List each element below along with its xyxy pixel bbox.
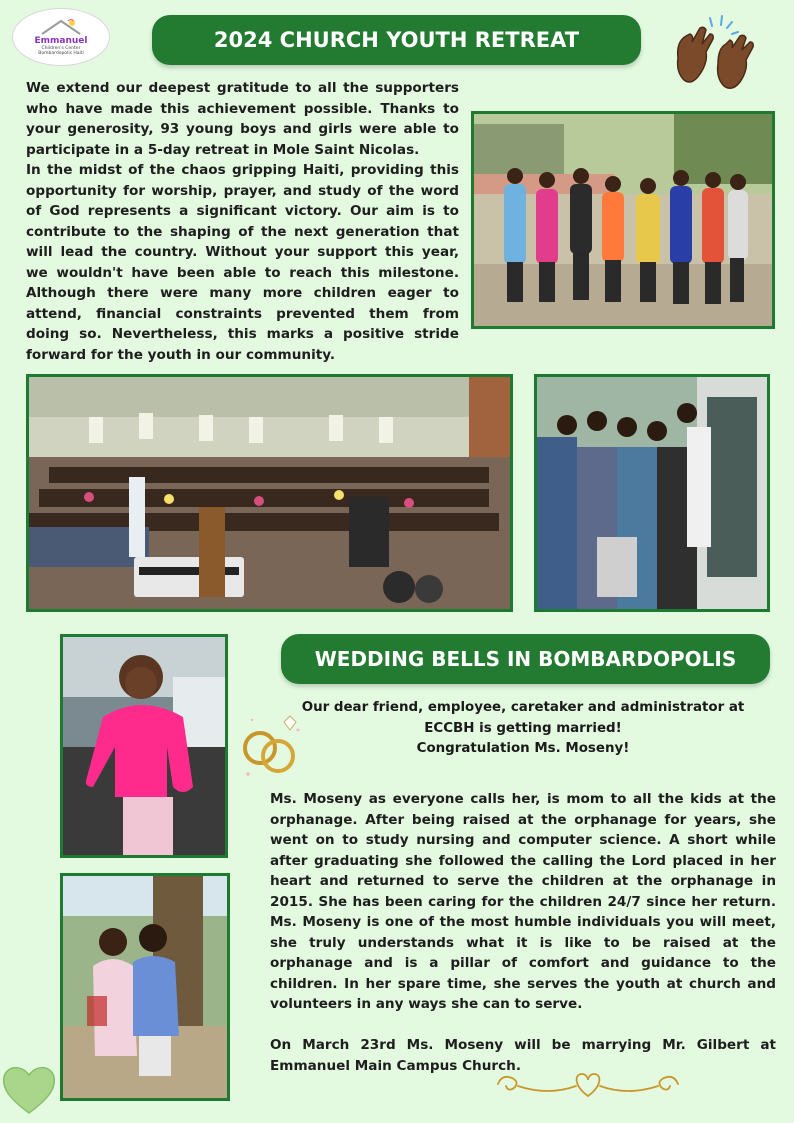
heart-swirl-divider-icon [488,1066,688,1102]
moseny-with-child-photo [60,873,230,1101]
retreat-text [26,78,459,365]
youth-boarding-bus-photo [534,374,770,612]
announcement-line-2: Congratulation Ms. Moseny! [416,741,630,756]
heart-icon [0,1061,58,1117]
logo-subtitle-2: Bombardopolis Haiti [38,51,84,56]
wedding-paragraph-2: On March 23rd Ms. Moseny will be marrying Mr. Gilbert at Emmanuel Main Campus Church. [270,1037,776,1074]
moseny-portrait-photo [60,634,228,858]
retreat-title: 2024 CHURCH YOUTH RETREAT [152,15,641,65]
wedding-paragraph-1: Ms. Moseny as everyone calls her, is mom to all the kids at the orphanage. After being raised at the orphanage for years, she went on to study nursing and computer science. A short while after graduating she followed the calling the Lord placed in her heart and returned to serve the children at the orphanage in 2015. She has been caring for the children 24/7 since her return. Ms. Moseny is one of the most humble individuals you will meet, she truly understands what it is like to be raised at the orphanage and is a pillar of comfort and guidance to the children. In her spare time, she serves the youth at church and volunteers in any ways she can to serve. [270,791,776,1012]
announcement-line-1: Our dear friend, employee, caretaker and administrator at ECCBH is getting married! [301,700,745,736]
wedding-announcement [283,698,763,760]
retreat-paragraph-2: In the midst of the chaos gripping Haiti, providing this opportunity for worship, prayer, and study of the word of God represents a significant victory. Our aim is to contribute to the shaping of the next generation that will lead the country. Without your support this year, we wouldn't have been able to reach this milestone. Although there were many more children eager to attend, financial constraints prevented them from doing so. Nevertheless, this marks a positive stride forward for the youth in our community. [26,162,459,363]
organization-logo [12,8,110,66]
house-logo-icon [38,18,84,36]
youth-group-photo [471,111,775,329]
clapping-hands-icon [670,14,760,96]
church-congregation-photo [26,374,513,612]
logo-name: Emmanuel [34,36,88,46]
logo-subtitle-1: Children's Center [41,46,81,51]
wedding-story [270,789,776,1076]
retreat-paragraph-1: We extend our deepest gratitude to all the supporters who have made this achievement possible. Thanks to your generosity, 93 young boys and girls were able to participate in a 5-day retreat in Mole Saint Nicolas. [26,80,459,158]
wedding-title: WEDDING BELLS IN BOMBARDOPOLIS [281,634,770,684]
